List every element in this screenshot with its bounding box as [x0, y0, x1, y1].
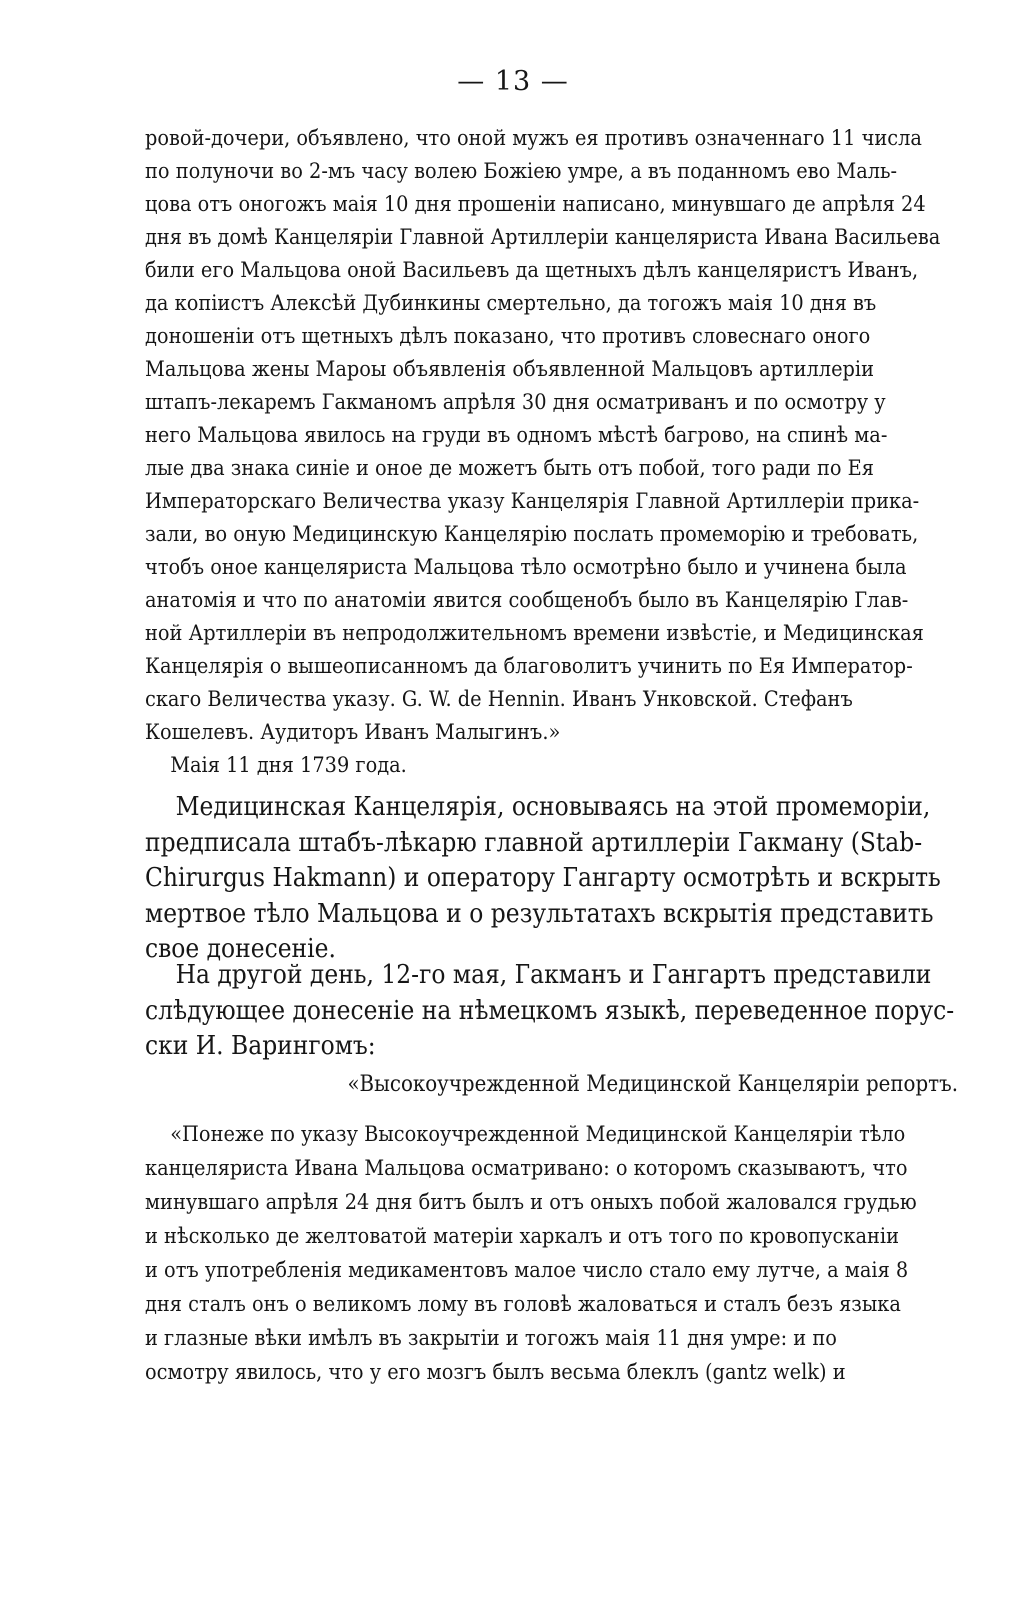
paragraph-next-day	[145, 958, 955, 1065]
text-line: ной Артиллерiи въ непродолжительномъ времени извѣстiе, и Медицинская	[145, 621, 924, 646]
text-line: Chirurgus Hakmann) и оператору Гангарту осмотрѣть и вскрыть	[145, 863, 941, 893]
text-line: и глазные вѣки имѣлъ въ закрытiи и тогожъ маiя 11 дня умре: и по	[145, 1326, 837, 1351]
promemoria-text	[145, 122, 941, 782]
text-line: минувшаго апрѣля 24 дня битъ былъ и отъ оныхъ побой жаловался грудью	[145, 1190, 917, 1215]
text-line: осмотру явилось, что у его мозгъ былъ весьма блеклъ (gantz welk) и	[145, 1360, 846, 1385]
text-line: штапъ-лекаремъ Гакманомъ апрѣля 30 дня осматриванъ и по осмотру у	[145, 390, 886, 415]
text-line: Императорскаго Величества указу Канцелярiя Главной Артиллерiи прика-	[145, 489, 920, 514]
text-line: свое донесенiе.	[145, 934, 336, 964]
text-line: «Понеже по указу Высокоучрежденной Медицинской Канцелярiи тѣло	[170, 1122, 906, 1147]
text-line: били его Мальцова оной Васильевъ да щетныхъ дѣлъ канцеляристъ Иванъ,	[145, 258, 919, 283]
text-line: слѣдующее донесенiе на нѣмецкомъ языкѣ, переведенное порус-	[145, 995, 955, 1026]
text-line: цова отъ оногожъ маiя 10 дня прошенiи написано, минувшаго де апрѣля 24	[145, 192, 926, 217]
text-line: анатомiя и что по анатомiи явится сообщенобъ было въ Канцелярiю Глав-	[145, 588, 909, 613]
text-line: чтобъ оное канцеляриста Мальцова тѣло осмотрѣно было и учинена была	[145, 555, 907, 580]
paragraph-chancery	[145, 790, 941, 968]
report-heading: «Высокоучрежденной Медицинской Канцелярiи репортъ.	[347, 1072, 958, 1097]
text-line: лые два знака синiе и оное де можетъ быть отъ побой, того ради по Ея	[145, 456, 874, 481]
text-line: доношенiи отъ щетныхъ дѣлъ показано, что противъ словеснаго оного	[145, 324, 871, 349]
date-line: Маiя 11 дня 1739 года.	[170, 753, 407, 778]
text-line: Медицинская Канцелярiя, основываясь на этой промеморiи,	[175, 792, 931, 822]
text-line: мертвое тѣло Мальцова и о результатахъ вскрытiя представить	[145, 898, 934, 929]
text-line: Канцелярiя о вышеописанномъ да благоволитъ учинить по Ея Император-	[145, 654, 913, 679]
text-line: На другой день, 12-го мая, Гакманъ и Гангартъ представили	[175, 960, 932, 990]
text-line: Кошелевъ. Аудиторъ Иванъ Малыгинъ.»	[145, 720, 561, 745]
text-line: и нѣсколько де желтоватой матерiи харкалъ и отъ того по кровопусканiи	[145, 1224, 900, 1249]
text-line: зали, во оную Медицинскую Канцелярiю послать промеморiю и требовать,	[145, 522, 919, 547]
text-line: него Мальцова явилось на груди въ одномъ мѣстѣ багрово, на спинѣ ма-	[145, 423, 888, 448]
text-line: и отъ употребленiя медикаментовъ малое число стало ему лутче, а маiя 8	[145, 1258, 909, 1283]
text-line: предписала штабъ-лѣкарю главной артиллерiи Гакману (Stab-	[145, 827, 923, 858]
text-line: Мальцова жены Мароы объявленiя объявленной Мальцовъ артиллерiи	[145, 357, 874, 382]
text-line: да копiистъ Алексѣй Дубинкины смертельно, да тогожъ маiя 10 дня въ	[145, 291, 877, 316]
text-line: скаго Величества указу. G. W. de Hennin. Иванъ Унковской. Стефанъ	[145, 687, 853, 712]
text-line: канцеляриста Ивана Мальцова осматривано: о которомъ сказываютъ, что	[145, 1156, 908, 1181]
text-line: ровой-дочери, объявлено, что оной мужъ ея противъ означеннаго 11 числа	[145, 126, 922, 151]
text-line: дня сталъ онъ о великомъ лому въ головѣ жаловаться и сталъ безъ языка	[145, 1292, 901, 1317]
text-line: дня въ домѣ Канцелярiи Главной Артиллерiи канцеляриста Ивана Васильева	[145, 225, 941, 250]
report-text	[145, 1118, 917, 1390]
text-line: ски И. Варингомъ:	[145, 1031, 376, 1061]
text-line: по полуночи во 2-мъ часу волею Божiею умре, а въ поданномъ ево Маль-	[145, 159, 898, 184]
page-number: — 13 —	[457, 66, 569, 97]
